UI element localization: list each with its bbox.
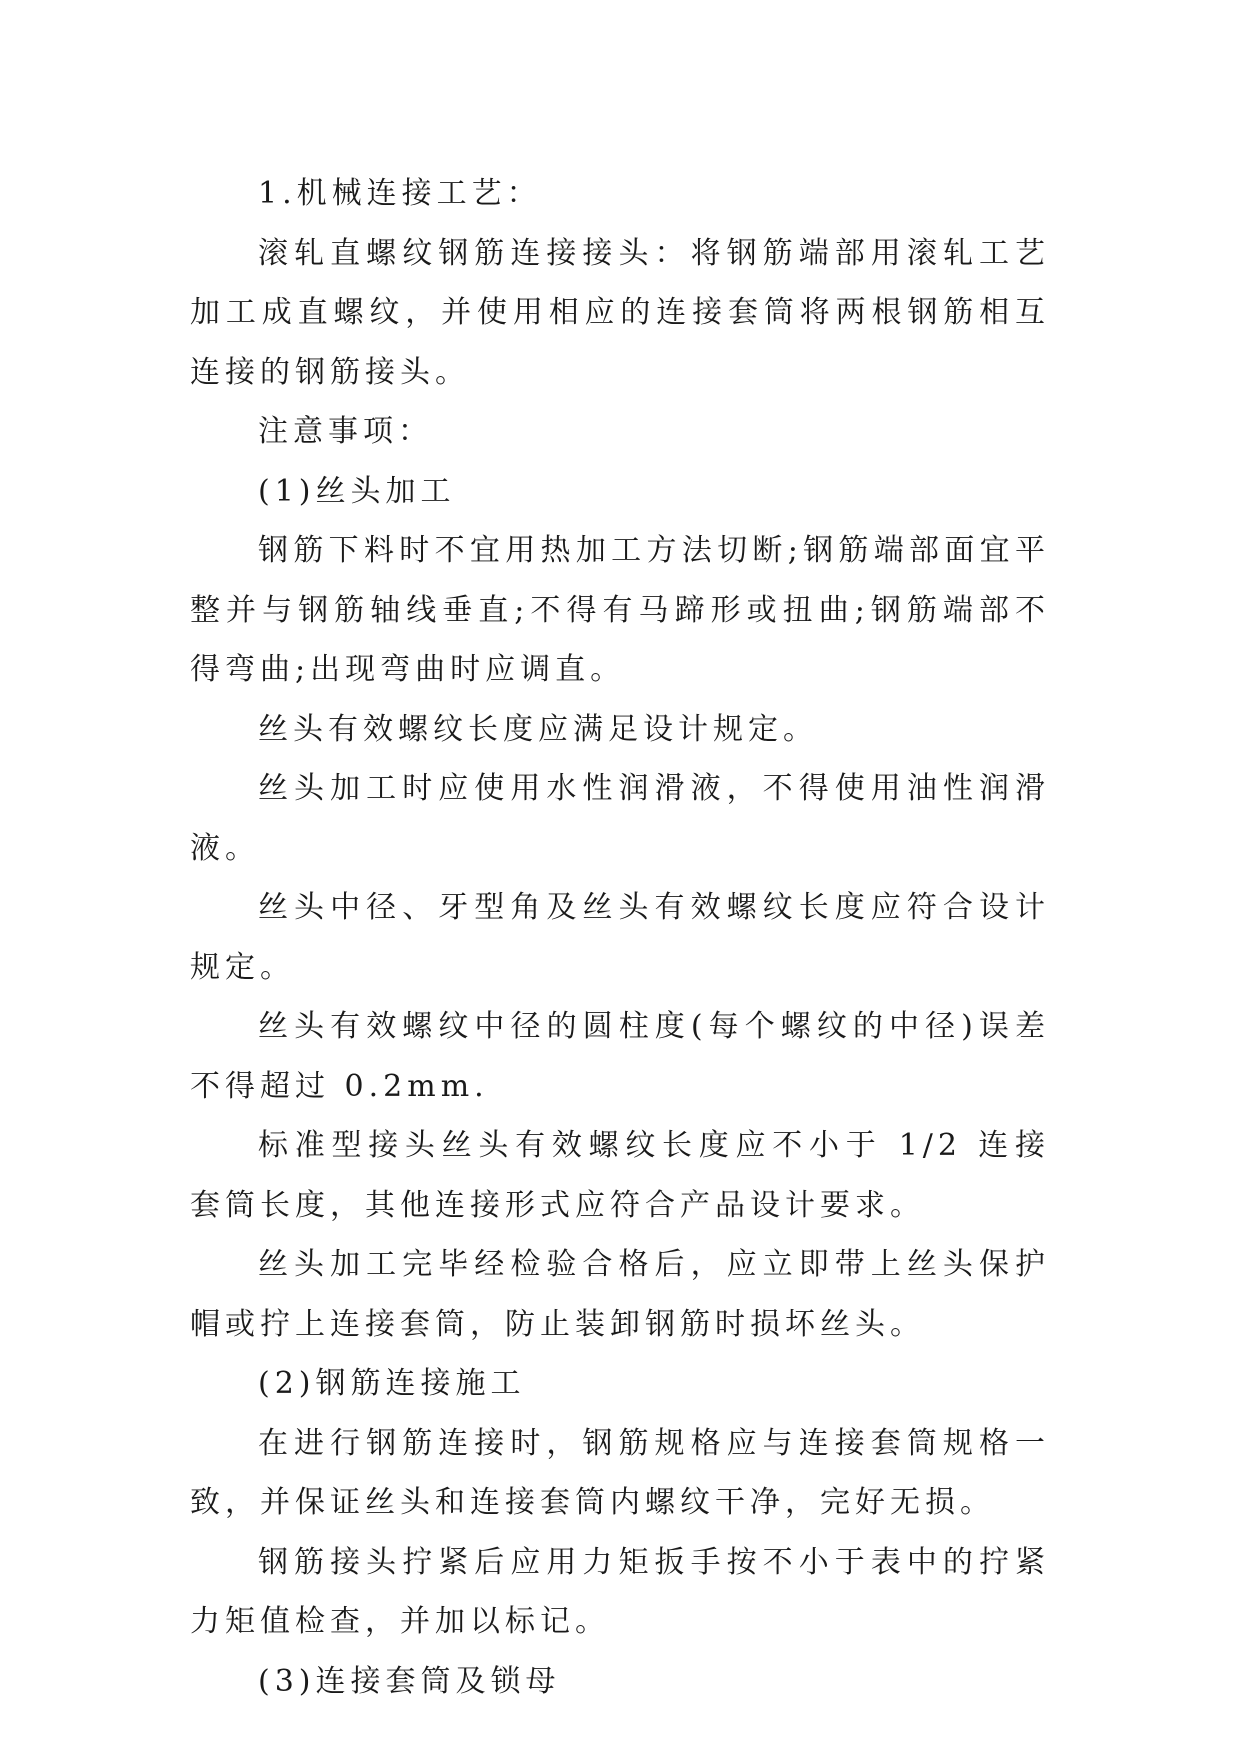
subheading-thread-processing: (1)丝头加工 xyxy=(258,473,456,509)
paragraph-thread-diameter: 丝头中径、牙型角及丝头有效螺纹长度应符合设计规定。 xyxy=(190,890,1050,985)
paragraph-rolled-thread-definition: 滚轧直螺纹钢筋连接接头：将钢筋端部用滚轧工艺加工成直螺纹，并使用相应的连接套筒将两根钢筋相互连接的钢筋接头。 xyxy=(190,235,1050,390)
paragraph-torque-check: 钢筋接头拧紧后应用力矩扳手按不小于表中的拧紧力矩值检查，并加以标记。 xyxy=(190,1544,1050,1639)
paragraph-connection-spec: 在进行钢筋连接时，钢筋规格应与连接套筒规格一致，并保证丝头和连接套筒内螺纹干净，完好无损。 xyxy=(190,1425,1050,1520)
paragraph-protective-cap: 丝头加工完毕经检验合格后，应立即带上丝头保护帽或拧上连接套筒，防止装卸钢筋时损坏丝头。 xyxy=(190,1247,1050,1342)
subheading-rebar-connection: (2)钢筋连接施工 xyxy=(258,1366,526,1401)
paragraph-thread-length: 丝头有效螺纹长度应满足设计规定。 xyxy=(258,711,818,747)
section-heading-mechanical-connection: 1.机械连接工艺： xyxy=(258,176,542,211)
paragraph-lubricant: 丝头加工时应使用水性润滑液，不得使用油性润滑液。 xyxy=(190,771,1050,866)
subheading-sleeve-and-nut: (3)连接套筒及锁母 xyxy=(258,1663,561,1699)
subheading-notes: 注意事项： xyxy=(258,414,433,449)
paragraph-cutting-requirements: 钢筋下料时不宜用热加工方法切断;钢筋端部面宜平整并与钢筋轴线垂直;不得有马蹄形或扭曲;钢筋端部不得弯曲;出现弯曲时应调直。 xyxy=(190,533,1050,687)
paragraph-standard-joint: 标准型接头丝头有效螺纹长度应不小于 1/2 连接套筒长度，其他连接形式应符合产品设计要求。 xyxy=(190,1128,1050,1223)
paragraph-cylindricity: 丝头有效螺纹中径的圆柱度(每个螺纹的中径)误差不得超过 0.2mm. xyxy=(190,1009,1050,1104)
document-body xyxy=(190,164,1050,1711)
